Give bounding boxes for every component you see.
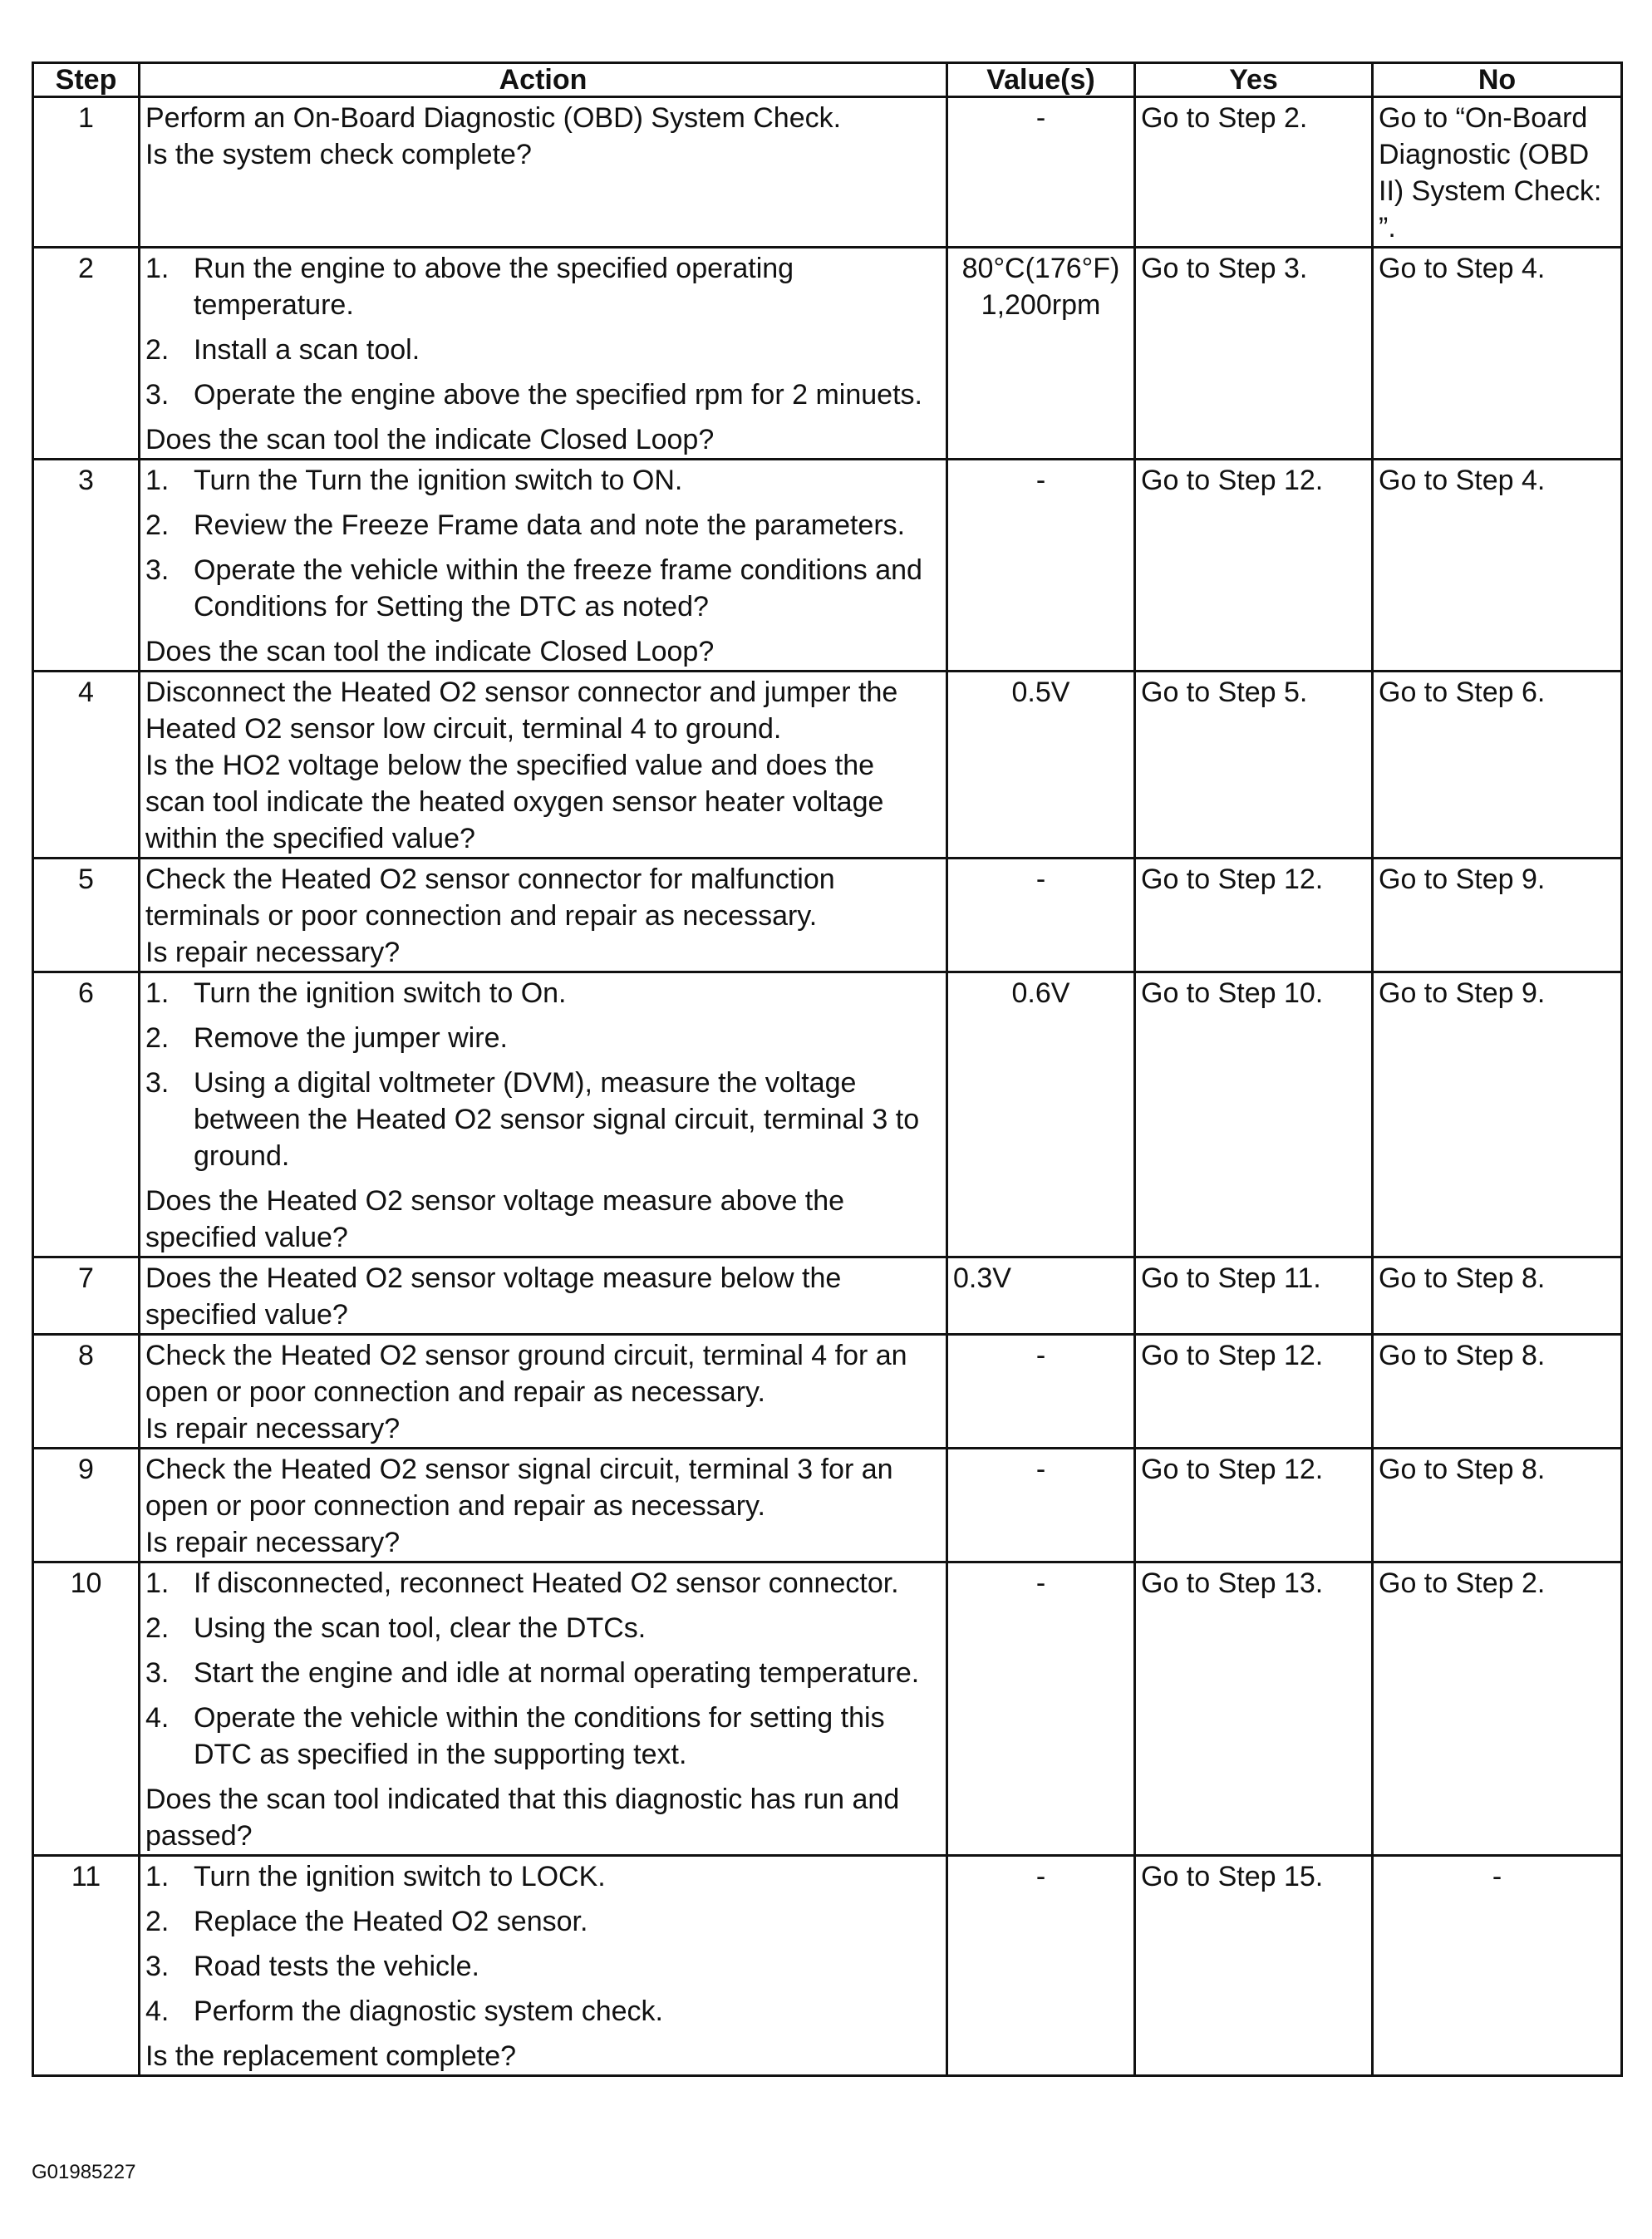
header-yes: Yes xyxy=(1135,63,1373,97)
substep-number: 3. xyxy=(145,379,170,411)
substep-text: Turn the ignition switch to On. xyxy=(194,977,567,1009)
substep-number: 2. xyxy=(145,334,170,366)
no-cell: Go to Step 9. xyxy=(1373,859,1622,972)
action-cell xyxy=(140,460,947,672)
yes-cell: Go to Step 12. xyxy=(1135,859,1373,972)
value-text: 80°C(176°F) xyxy=(961,253,1120,284)
action-cell xyxy=(140,1856,947,2076)
step-number: 7 xyxy=(33,1257,140,1335)
value-text: 1,200rpm xyxy=(981,289,1101,321)
action-question: Is the system check complete? xyxy=(145,139,532,170)
table-row xyxy=(33,1449,1622,1562)
action-question: Does the Heated O2 sensor voltage measure above the specified value? xyxy=(145,1185,845,1253)
step-number: 10 xyxy=(33,1562,140,1856)
table-row xyxy=(33,1257,1622,1335)
step-number: 11 xyxy=(33,1856,140,2076)
list-item xyxy=(145,462,941,499)
action-text: Check the Heated O2 sensor connector for malfunction terminals or poor connection and repair as necessary. xyxy=(145,864,835,932)
action-question: Is repair necessary? xyxy=(145,1413,401,1444)
action-question: Is the HO2 voltage below the specified value and does the scan tool indicate the heated oxygen sensor heater voltage within the specified value? xyxy=(145,750,884,854)
action-text: Check the Heated O2 sensor ground circuit, terminal 4 for an open or poor connection and repair as necessary. xyxy=(145,1340,907,1408)
table-row xyxy=(33,1856,1622,2076)
values-cell xyxy=(947,1335,1135,1449)
substep-number: 2. xyxy=(145,1612,170,1644)
list-item xyxy=(145,1993,941,2030)
yes-cell: Go to Step 3. xyxy=(1135,248,1373,460)
step-number: 1 xyxy=(33,97,140,248)
yes-cell: Go to Step 2. xyxy=(1135,97,1373,248)
action-question: Is the replacement complete? xyxy=(145,2040,517,2072)
step-number: 5 xyxy=(33,859,140,972)
substep-list xyxy=(145,975,941,1174)
no-cell: Go to Step 6. xyxy=(1373,672,1622,859)
list-item xyxy=(145,1858,941,1895)
substep-number: 3. xyxy=(145,1067,170,1099)
no-cell: Go to Step 2. xyxy=(1373,1562,1622,1856)
no-cell: Go to Step 4. xyxy=(1373,248,1622,460)
substep-text: Start the engine and idle at normal operating temperature. xyxy=(194,1657,920,1689)
values-cell xyxy=(947,972,1135,1257)
no-cell: Go to Step 8. xyxy=(1373,1335,1622,1449)
action-text: Disconnect the Heated O2 sensor connector and jumper the Heated O2 sensor low circuit, terminal 4 to ground. xyxy=(145,677,898,745)
substep-number: 3. xyxy=(145,1951,170,1982)
values-cell xyxy=(947,97,1135,248)
values-cell xyxy=(947,859,1135,972)
substep-list xyxy=(145,462,941,625)
value-text: - xyxy=(1035,1567,1046,1599)
yes-cell: Go to Step 5. xyxy=(1135,672,1373,859)
yes-cell: Go to Step 13. xyxy=(1135,1562,1373,1856)
substep-text: Road tests the vehicle. xyxy=(194,1951,479,1982)
substep-text: Using a digital voltmeter (DVM), measure the voltage between the Heated O2 sensor signal circuit, terminal 3 to ground. xyxy=(194,1067,920,1172)
substep-list xyxy=(145,250,941,413)
no-cell: Go to “On-Board Diagnostic (OBD II) System Check: ”. xyxy=(1373,97,1622,248)
values-cell xyxy=(947,672,1135,859)
substep-number: 3. xyxy=(145,554,170,586)
list-item xyxy=(145,332,941,368)
values-cell xyxy=(947,1449,1135,1562)
substep-text: Operate the vehicle within the conditions for setting this DTC as specified in the supporting text. xyxy=(194,1702,885,1770)
yes-cell: Go to Step 11. xyxy=(1135,1257,1373,1335)
no-cell: Go to Step 8. xyxy=(1373,1449,1622,1562)
value-text: 0.6V xyxy=(1011,977,1070,1009)
substep-number: 1. xyxy=(145,1861,170,1892)
substep-text: Install a scan tool. xyxy=(194,334,420,366)
substep-number: 4. xyxy=(145,1995,170,2027)
step-number: 8 xyxy=(33,1335,140,1449)
no-cell: Go to Step 9. xyxy=(1373,972,1622,1257)
table-row xyxy=(33,97,1622,248)
action-cell xyxy=(140,97,947,248)
action-cell xyxy=(140,1335,947,1449)
no-cell: - xyxy=(1373,1856,1622,2076)
action-question: Does the scan tool the indicate Closed Loop? xyxy=(145,636,715,667)
value-text: - xyxy=(1035,864,1046,895)
step-number: 6 xyxy=(33,972,140,1257)
values-cell xyxy=(947,1257,1135,1335)
value-text: - xyxy=(1035,1861,1046,1892)
no-cell: Go to Step 8. xyxy=(1373,1257,1622,1335)
action-cell xyxy=(140,859,947,972)
step-number: 3 xyxy=(33,460,140,672)
value-text: - xyxy=(1035,102,1046,134)
list-item xyxy=(145,250,941,323)
list-item xyxy=(145,1948,941,1985)
substep-number: 3. xyxy=(145,1657,170,1689)
yes-cell: Go to Step 12. xyxy=(1135,1449,1373,1562)
action-cell xyxy=(140,1562,947,1856)
substep-text: Turn the ignition switch to LOCK. xyxy=(194,1861,606,1892)
figure-code: G01985227 xyxy=(32,2161,136,2183)
list-item xyxy=(145,975,941,1011)
substep-text: Remove the jumper wire. xyxy=(194,1022,508,1054)
step-number: 9 xyxy=(33,1449,140,1562)
table-row xyxy=(33,1335,1622,1449)
header-values: Value(s) xyxy=(947,63,1135,97)
substep-text: Operate the vehicle within the freeze frame conditions and Conditions for Setting the DTC as noted? xyxy=(194,554,922,622)
substep-text: Review the Freeze Frame data and note the parameters. xyxy=(194,509,906,541)
substep-text: Using the scan tool, clear the DTCs. xyxy=(194,1612,647,1644)
substep-text: Turn the Turn the ignition switch to ON. xyxy=(194,465,683,496)
header-no: No xyxy=(1373,63,1622,97)
table-row xyxy=(33,248,1622,460)
table-row xyxy=(33,460,1622,672)
list-item xyxy=(145,1700,941,1773)
action-question: Does the scan tool the indicate Closed Loop? xyxy=(145,424,715,455)
values-cell xyxy=(947,1562,1135,1856)
value-text: 0.5V xyxy=(1011,677,1070,708)
list-item xyxy=(145,1565,941,1602)
substep-number: 2. xyxy=(145,1906,170,1937)
substep-number: 1. xyxy=(145,465,170,496)
table-row xyxy=(33,672,1622,859)
substep-text: If disconnected, reconnect Heated O2 sensor connector. xyxy=(194,1567,899,1599)
list-item xyxy=(145,1655,941,1691)
list-item xyxy=(145,507,941,544)
value-text: - xyxy=(1035,465,1046,496)
values-cell xyxy=(947,248,1135,460)
header-row xyxy=(33,63,1622,97)
header-step: Step xyxy=(33,63,140,97)
action-question: Does the Heated O2 sensor voltage measure below the specified value? xyxy=(145,1262,842,1331)
action-cell xyxy=(140,1257,947,1335)
no-cell: Go to Step 4. xyxy=(1373,460,1622,672)
substep-text: Replace the Heated O2 sensor. xyxy=(194,1906,588,1937)
substep-number: 4. xyxy=(145,1702,170,1734)
yes-cell: Go to Step 10. xyxy=(1135,972,1373,1257)
substep-text: Run the engine to above the specified operating temperature. xyxy=(194,253,794,321)
list-item xyxy=(145,552,941,625)
value-text: - xyxy=(1035,1340,1046,1371)
yes-cell: Go to Step 12. xyxy=(1135,460,1373,672)
yes-cell: Go to Step 15. xyxy=(1135,1856,1373,2076)
substep-number: 2. xyxy=(145,509,170,541)
list-item xyxy=(145,376,941,413)
substep-number: 2. xyxy=(145,1022,170,1054)
step-number: 4 xyxy=(33,672,140,859)
list-item xyxy=(145,1065,941,1174)
substep-text: Operate the engine above the specified rpm for 2 minuets. xyxy=(194,379,922,411)
header-action: Action xyxy=(140,63,947,97)
substep-list xyxy=(145,1858,941,2030)
substep-number: 1. xyxy=(145,253,170,284)
action-question: Is repair necessary? xyxy=(145,937,401,968)
action-cell xyxy=(140,672,947,859)
list-item xyxy=(145,1610,941,1646)
values-cell xyxy=(947,1856,1135,2076)
substep-list xyxy=(145,1565,941,1773)
action-text: Perform an On-Board Diagnostic (OBD) System Check. xyxy=(145,102,842,134)
action-cell xyxy=(140,248,947,460)
action-text: Check the Heated O2 sensor signal circuit, terminal 3 for an open or poor connection and repair as necessary. xyxy=(145,1454,893,1522)
value-text: 0.3V xyxy=(953,1262,1011,1294)
action-question: Does the scan tool indicated that this diagnostic has run and passed? xyxy=(145,1784,900,1852)
diagnostic-table-document xyxy=(32,62,1620,2077)
yes-cell: Go to Step 12. xyxy=(1135,1335,1373,1449)
list-item xyxy=(145,1020,941,1056)
table-row xyxy=(33,972,1622,1257)
substep-number: 1. xyxy=(145,977,170,1009)
diagnostic-table xyxy=(32,62,1623,2077)
step-number: 2 xyxy=(33,248,140,460)
values-cell xyxy=(947,460,1135,672)
action-cell xyxy=(140,1449,947,1562)
value-text: - xyxy=(1035,1454,1046,1485)
substep-number: 1. xyxy=(145,1567,170,1599)
list-item xyxy=(145,1903,941,1940)
table-row xyxy=(33,1562,1622,1856)
action-question: Is repair necessary? xyxy=(145,1527,401,1558)
table-row xyxy=(33,859,1622,972)
substep-text: Perform the diagnostic system check. xyxy=(194,1995,664,2027)
action-cell xyxy=(140,972,947,1257)
